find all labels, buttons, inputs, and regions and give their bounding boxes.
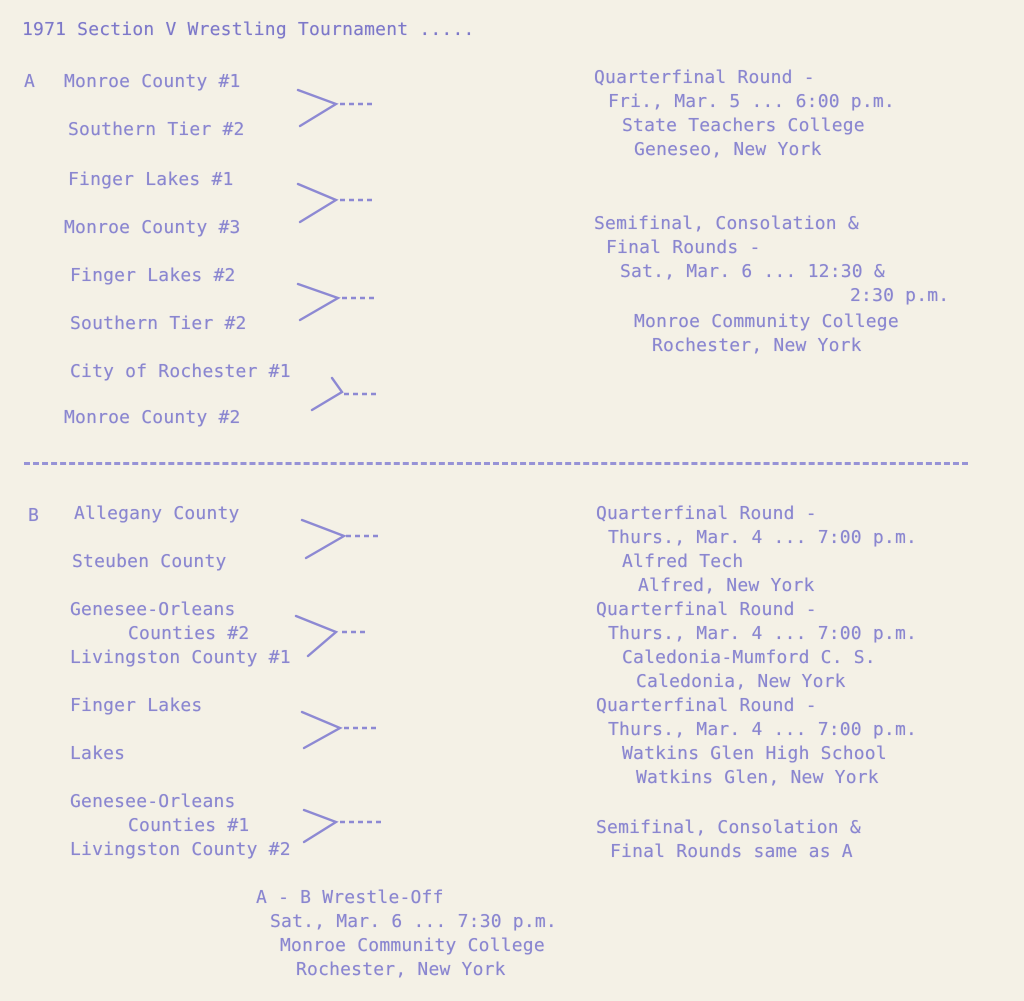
bracket-a1: [292, 86, 392, 136]
section-b-team: Lakes: [70, 743, 126, 764]
section-b-team: Livingston County #1: [70, 647, 291, 668]
section-b-letter: B: [28, 505, 40, 526]
bracket-a4: [304, 374, 404, 424]
section-a-team: Finger Lakes #1: [68, 169, 234, 190]
section-a-schedule-line: Semifinal, Consolation &: [594, 213, 859, 234]
wrestle-off-line: Rochester, New York: [296, 959, 506, 980]
section-a-schedule-line: 2:30 p.m.: [850, 285, 950, 306]
section-a-schedule-line: Quarterfinal Round -: [594, 67, 815, 88]
section-a-schedule-line: Final Rounds -: [606, 237, 761, 258]
section-a-team: City of Rochester #1: [70, 361, 291, 382]
page-title: 1971 Section V Wrestling Tournament .....: [22, 19, 475, 40]
section-a-schedule-line: Monroe Community College: [634, 311, 899, 332]
section-b-team: Steuben County: [72, 551, 227, 572]
section-a-letter: A: [24, 71, 36, 92]
bracket-b1: [296, 516, 396, 570]
section-b-team: Counties #2: [128, 623, 250, 644]
bracket-a3: [290, 280, 390, 330]
section-b-team: Livingston County #2: [70, 839, 291, 860]
section-a-team: Southern Tier #2: [68, 119, 245, 140]
bracket-b3: [294, 708, 394, 762]
section-b-schedule-line: Quarterfinal Round -: [596, 695, 817, 716]
section-b-schedule-line: Watkins Glen High School: [622, 743, 887, 764]
section-a-schedule-line: State Teachers College: [622, 115, 865, 136]
section-b-schedule-line: Alfred, New York: [638, 575, 815, 596]
wrestle-off-line: Monroe Community College: [280, 935, 545, 956]
section-a-schedule-line: Geneseo, New York: [634, 139, 822, 160]
section-b-schedule-line: Quarterfinal Round -: [596, 503, 817, 524]
section-a-schedule-line: Fri., Mar. 5 ... 6:00 p.m.: [608, 91, 895, 112]
wrestle-off-line: Sat., Mar. 6 ... 7:30 p.m.: [270, 911, 557, 932]
section-b-schedule-line: Caledonia, New York: [636, 671, 846, 692]
section-a-team: Monroe County #2: [64, 407, 241, 428]
section-divider: [24, 462, 968, 465]
section-b-team: Genesee-Orleans: [70, 791, 236, 812]
section-b-schedule-line: Thurs., Mar. 4 ... 7:00 p.m.: [608, 623, 918, 644]
section-b-team: Finger Lakes: [70, 695, 203, 716]
section-b-schedule-line: Quarterfinal Round -: [596, 599, 817, 620]
section-b-team: Genesee-Orleans: [70, 599, 236, 620]
section-a-team: Finger Lakes #2: [70, 265, 236, 286]
section-a-team: Monroe County #3: [64, 217, 241, 238]
section-b-schedule-line: Watkins Glen, New York: [636, 767, 879, 788]
section-b-team: Allegany County: [74, 503, 240, 524]
section-b-schedule-line: Final Rounds same as A: [610, 841, 853, 862]
section-a-schedule-line: Rochester, New York: [652, 335, 862, 356]
wrestle-off-line: A - B Wrestle-Off: [256, 887, 444, 908]
bracket-b4: [290, 804, 390, 858]
section-a-team: Monroe County #1: [64, 71, 241, 92]
section-b-schedule-line: Caledonia-Mumford C. S.: [622, 647, 876, 668]
section-b-schedule-line: Semifinal, Consolation &: [596, 817, 861, 838]
section-b-schedule-line: Thurs., Mar. 4 ... 7:00 p.m.: [608, 719, 918, 740]
bracket-a2: [290, 180, 390, 230]
section-a-team: Southern Tier #2: [70, 313, 247, 334]
bracket-b2: [290, 612, 390, 666]
section-b-schedule-line: Alfred Tech: [622, 551, 744, 572]
section-b-schedule-line: Thurs., Mar. 4 ... 7:00 p.m.: [608, 527, 918, 548]
section-b-team: Counties #1: [128, 815, 250, 836]
section-a-schedule-line: Sat., Mar. 6 ... 12:30 &: [620, 261, 885, 282]
